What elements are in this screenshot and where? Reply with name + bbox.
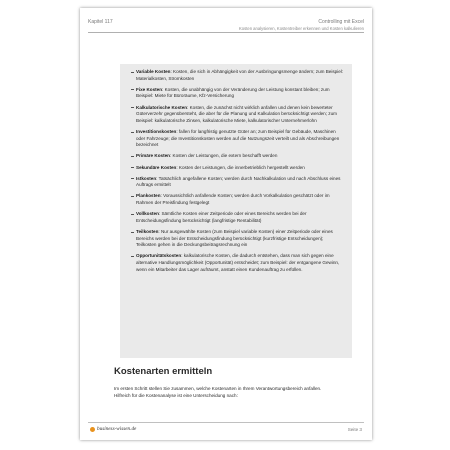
list-item <box>136 87 344 100</box>
list-item-term: Primäre Kosten <box>136 153 170 159</box>
header-title: Controlling mit Excel <box>318 19 364 25</box>
list-item-text: : Tatsächlich angefallene Kosten; werden durch Nachkalkulation und nach Abschluss eines Auftrags ermittelt <box>136 175 341 188</box>
list-item-term: Teilkosten <box>136 229 159 235</box>
list-item-term: Sekundäre Kosten <box>136 164 177 170</box>
list-item-term: Variable Kosten <box>136 69 171 74</box>
document-page <box>80 8 372 440</box>
list-item-text: : Voraussichtlich anfallende Kosten; werden durch Vorkalkulation geschätzt oder im Rahmen der Preisfindung festgelegt <box>136 193 330 206</box>
list-item-text: : Sämtliche Kosten einer Zeitperiode oder eines Bereichs werden bei der Entscheidungsfindung berücksichtigt (langfristige Rentabilität) <box>136 211 307 223</box>
logo-text: business-wissen.de <box>97 426 137 432</box>
list-item-text: : Kosten, die sich in Abhängigkeit von der Ausbringungsmenge ändern; zum Beispiel: Materialkosten, Stromkosten <box>136 69 344 81</box>
list-item-text: : Kosten, die zunächst nicht wirklich anfallen und denen kein bewerteter Güterverzehr gegenübersteht, die aber für die Planung und Kalkulation berücksichtigt werden; zum Beispiel: kalkulatorische Zinsen, kalkulatorische Miete, kalkulatorischer Unternehmerlohn <box>136 104 337 123</box>
list-item-term: Vollkosten <box>136 211 159 217</box>
list-item-text: : kalkulatorische Kosten, die dadurch entstehen, dass man sich gegen eine alternative Handlungsmöglichkeit (Opportunität) entscheidet; zum Beispiel: der entgangene Gewinn, wenn ein Mitarbeiter das Lager aufräumt, anstatt einen Kundenauftrag zu erfüllen. <box>136 253 340 272</box>
list-item <box>136 69 344 82</box>
list-item-term: Kalkulatorische Kosten <box>136 104 188 110</box>
cost-types-box <box>120 64 352 358</box>
list-item <box>136 176 344 189</box>
list-item-text: : Kosten, die unabhängig von der Veränderung der Leistung konstant bleiben; zum Beispiel: Miete für Büroräume, Kfz-Versicherung <box>136 86 330 99</box>
list-item <box>136 211 344 224</box>
list-item-text: : Kosten der Leistungen, die innerbetrieblich hergestellt werden <box>176 164 305 170</box>
list-item <box>136 129 344 149</box>
list-item-text: : fallen für langfristig genutzte Güter an; zum Beispiel für Gebäude, Maschinen oder Fahrzeuge; die Investitionskosten werden auf die Nutzungszeit verteilt und als Abschreibungen bezeichnet <box>136 128 340 148</box>
cost-types-list <box>120 64 352 273</box>
header-chapter: Kapitel 117 <box>88 19 113 25</box>
list-item-text: : Nur ausgewählte Kosten (zum Beispiel variable Kosten) einer Zeitperiode oder eines Bereichs werden bei der Entscheidungsfindung berücksichtigt (kurzfristige Entscheidungen); Teilkosten gehen in die Deckungsbeitragsrechnung ein <box>136 229 333 248</box>
list-item <box>136 193 344 206</box>
page-number: Seite 3 <box>347 427 362 432</box>
list-item-term: Istkosten <box>136 175 157 181</box>
list-item-term: Opportunitätskosten <box>136 253 182 259</box>
list-item <box>136 153 344 160</box>
section-title: Kostenarten ermitteln <box>114 366 213 377</box>
footer-divider <box>88 422 364 423</box>
list-item-term: Fixe Kosten <box>136 86 163 92</box>
list-item <box>136 253 344 273</box>
list-item <box>136 165 344 172</box>
section-body: Im ersten Schritt stellen Sie zusammen, welche Kostenarten in Ihrem Verantwortungsbereich anfallen. Hilfreich für die Kostenanalyse ist eine Unterscheidung nach: <box>114 386 322 398</box>
list-item-term: Plankosten <box>136 193 161 199</box>
header-divider <box>88 32 364 33</box>
list-item <box>136 229 344 249</box>
list-item <box>136 105 344 125</box>
logo-dot-icon <box>90 427 95 432</box>
list-item-term: Investitionskosten <box>136 128 177 134</box>
list-item-text: : Kosten der Leistungen, die extern beschafft werden <box>169 153 278 159</box>
header-subtitle: Kosten analysieren, Kostentreiber erkennen und Kosten kalkulieren <box>238 26 364 31</box>
footer-logo[interactable] <box>90 426 136 432</box>
